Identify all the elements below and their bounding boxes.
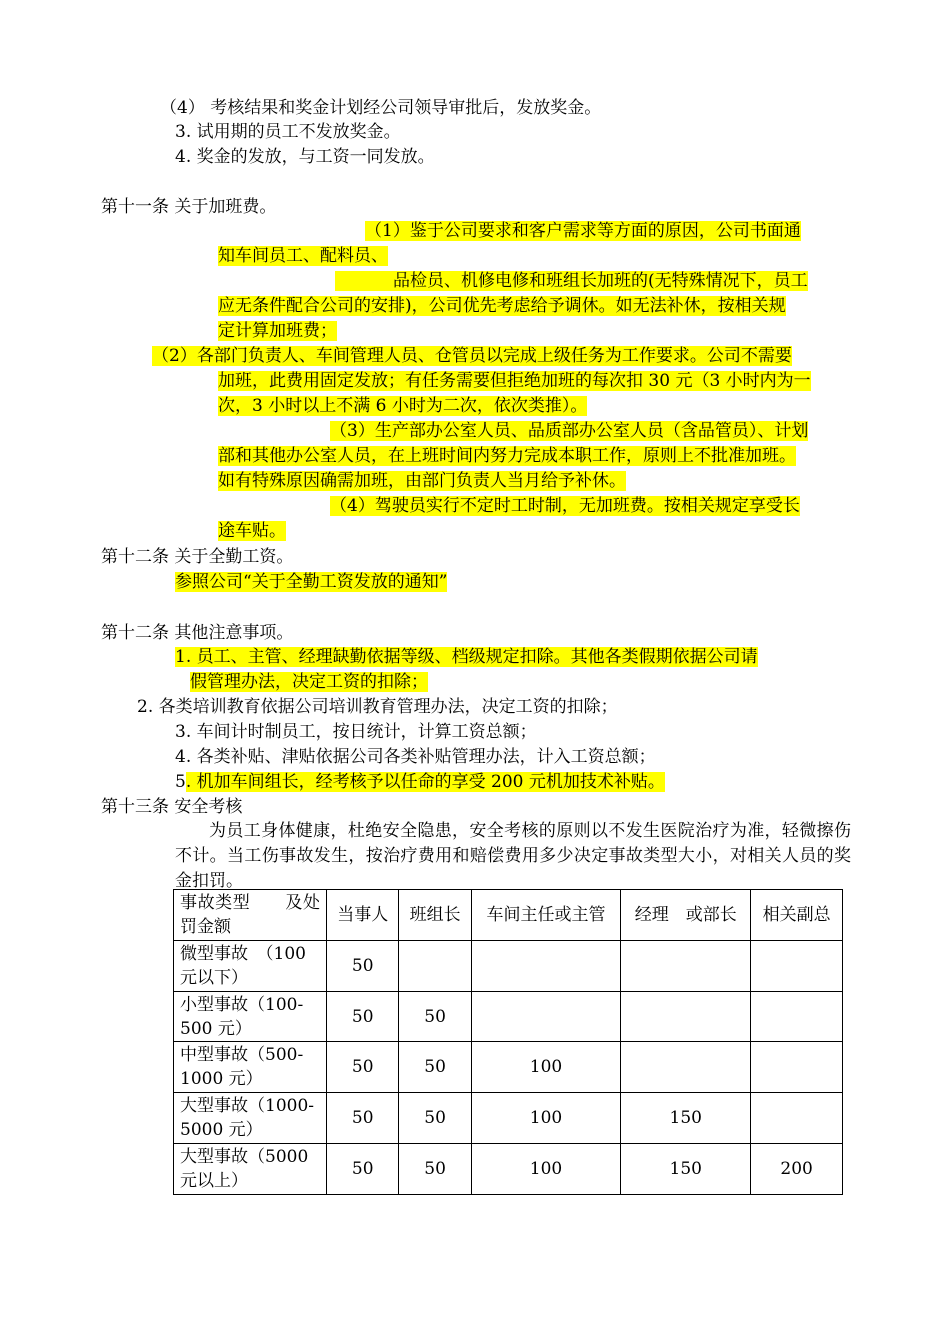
overtime-p1-line2: [218, 244, 388, 268]
row-cell: 150: [621, 1093, 751, 1144]
row-cell: 50: [399, 1093, 471, 1144]
row-cell: [399, 941, 471, 992]
row-cell: 100: [471, 1144, 620, 1195]
overtime-p1-line3: [335, 269, 808, 293]
overtime-p2-line3: [218, 394, 587, 418]
section-11-title: 第十一条 关于加班费。: [101, 197, 277, 217]
row-cell: 50: [327, 992, 399, 1042]
overtime-p1-line5-text: 定计算加班费；: [218, 321, 337, 341]
overtime-p1-line2-text: 知车间员工、配料员、: [218, 246, 388, 266]
notes-item-2: 2. 各类培训教育依据公司培训教育管理办法，决定工资的扣除；: [137, 697, 618, 717]
row-cell: [621, 1042, 751, 1093]
table-row: [174, 1093, 843, 1144]
overtime-p2-line1: [152, 344, 792, 368]
row-cell: [751, 992, 843, 1042]
overtime-p2-line3-text: 次，3 小时以上不满 6 小时为二次，依次类推）。: [218, 396, 588, 416]
overtime-p3-line1-text: （3）生产部办公室人员、品质部办公室人员（含品管员）、计划: [330, 421, 809, 441]
notes-item-5-text: . 机加车间组长，经考核予以任命的享受 200 元机加技术补贴。: [185, 772, 665, 792]
table-header-row: [174, 890, 843, 941]
row-cell: [751, 1093, 843, 1144]
table-row: [174, 1042, 843, 1093]
notes-item-1-line1: [175, 645, 758, 669]
notes-item-1-line2-text: 假管理办法，决定工资的扣除；: [190, 672, 428, 692]
row-cell: 50: [327, 1144, 399, 1195]
overtime-p3-line2-text: 部和其他办公室人员，在上班时间内努力完成本职工作，原则上不批准加班。: [218, 446, 796, 466]
overtime-p3-line1: [330, 419, 808, 443]
overtime-p4-line1-text: （4）驾驶员实行不定时工时制，无加班费。按相关规定享受长: [330, 496, 800, 516]
overtime-p1-line4: [218, 294, 786, 318]
header-team-leader: 班组长: [399, 890, 471, 941]
row-cell: 200: [751, 1144, 843, 1195]
row-accident-type: 小型事故（100-500 元）: [174, 992, 327, 1042]
overtime-p1-line3-text: 品检员、机修电修和班组长加班的(无特殊情况下，员工: [335, 271, 808, 291]
row-cell: [751, 941, 843, 992]
notes-item-1-line1-text: 1. 员工、主管、经理缺勤依据等级、档级规定扣除。其他各类假期依据公司请: [175, 647, 758, 667]
header-accident-type: 事故类型 及处罚金额: [174, 890, 327, 941]
table-row: [174, 992, 843, 1042]
row-cell: 50: [399, 992, 471, 1042]
row-cell: [471, 992, 620, 1042]
section-12a-title: 第十二条 关于全勤工资。: [101, 547, 294, 567]
row-accident-type: 大型事故（1000-5000 元）: [174, 1093, 327, 1144]
notes-item-4: 4. 各类补贴、津贴依据公司各类补贴管理办法，计入工资总额；: [175, 747, 656, 767]
row-cell: [751, 1042, 843, 1093]
safety-paragraph: 为员工身体健康，杜绝安全隐患，安全考核的原则以不发生医院治疗为准，轻微擦伤不计。当工伤事故发生，按治疗费用和赔偿费用多少决定事故类型大小，对相关人员的奖金扣罚。: [175, 821, 851, 891]
overtime-p1-line4-text: 应无条件配合公司的安排)，公司优先考虑给予调休。如无法补休，按相关规: [218, 296, 786, 316]
header-party: 当事人: [327, 890, 399, 941]
row-cell: [621, 992, 751, 1042]
notes-item-1-line2: [190, 670, 428, 694]
bonus-item-3: 3. 试用期的员工不发放奖金。: [175, 122, 401, 142]
overtime-p2-line2: [218, 369, 811, 393]
overtime-p4-line2-text: 途车贴。: [218, 521, 286, 541]
overtime-p1-line1: [365, 219, 801, 243]
row-cell: 50: [327, 1093, 399, 1144]
row-cell: 150: [621, 1144, 751, 1195]
bonus-item-4: （4） 考核结果和奖金计划经公司领导审批后，发放奖金。: [160, 98, 602, 118]
row-accident-type: 中型事故（500-1000 元）: [174, 1042, 327, 1093]
notes-item-5-number: 5: [175, 772, 186, 792]
row-cell: 100: [471, 1093, 620, 1144]
row-cell: [621, 941, 751, 992]
section-13-title: 第十三条 安全考核: [101, 797, 243, 817]
row-cell: 50: [327, 1042, 399, 1093]
accident-penalty-table: [173, 889, 843, 1195]
attendance-reference-text: 参照公司“关于全勤工资发放的通知”: [175, 572, 448, 592]
notes-item-3: 3. 车间计时制员工，按日统计，计算工资总额；: [175, 722, 537, 742]
row-cell: 50: [399, 1042, 471, 1093]
overtime-p3-line2: [218, 444, 796, 468]
row-cell: 100: [471, 1042, 620, 1093]
row-cell: [471, 941, 620, 992]
header-vice-president: 相关副总: [751, 890, 843, 941]
row-cell: 50: [399, 1144, 471, 1195]
table-row: [174, 941, 843, 992]
overtime-p1-line5: [218, 319, 337, 343]
table-row: [174, 1144, 843, 1195]
bonus-item-4b: 4. 奖金的发放，与工资一同发放。: [175, 147, 435, 167]
overtime-p4-line2: [218, 519, 286, 543]
overtime-p2-line1-text: （2）各部门负责人、车间管理人员、仓管员以完成上级任务为工作要求。公司不需要: [152, 346, 792, 366]
header-manager: 经理 或部长: [621, 890, 751, 941]
overtime-p1-line1-text: （1）鉴于公司要求和客户需求等方面的原因，公司书面通: [365, 221, 801, 241]
overtime-p3-line3: [218, 469, 626, 493]
row-accident-type: 微型事故 （100元以下）: [174, 941, 327, 992]
section-12b-title: 第十二条 其他注意事项。: [101, 623, 294, 643]
overtime-p2-line2-text: 加班，此费用固定发放；有任务需要但拒绝加班的每次扣 30 元（3 小时内为一: [218, 371, 811, 391]
attendance-reference: [175, 570, 447, 594]
overtime-p3-line3-text: 如有特殊原因确需加班，由部门负责人当月给予补休。: [218, 471, 626, 491]
overtime-p4-line1: [330, 494, 800, 518]
notes-item-5: [175, 770, 665, 794]
header-workshop-director: 车间主任或主管: [471, 890, 620, 941]
row-accident-type: 大型事故（5000元以上）: [174, 1144, 327, 1195]
row-cell: 50: [327, 941, 399, 992]
